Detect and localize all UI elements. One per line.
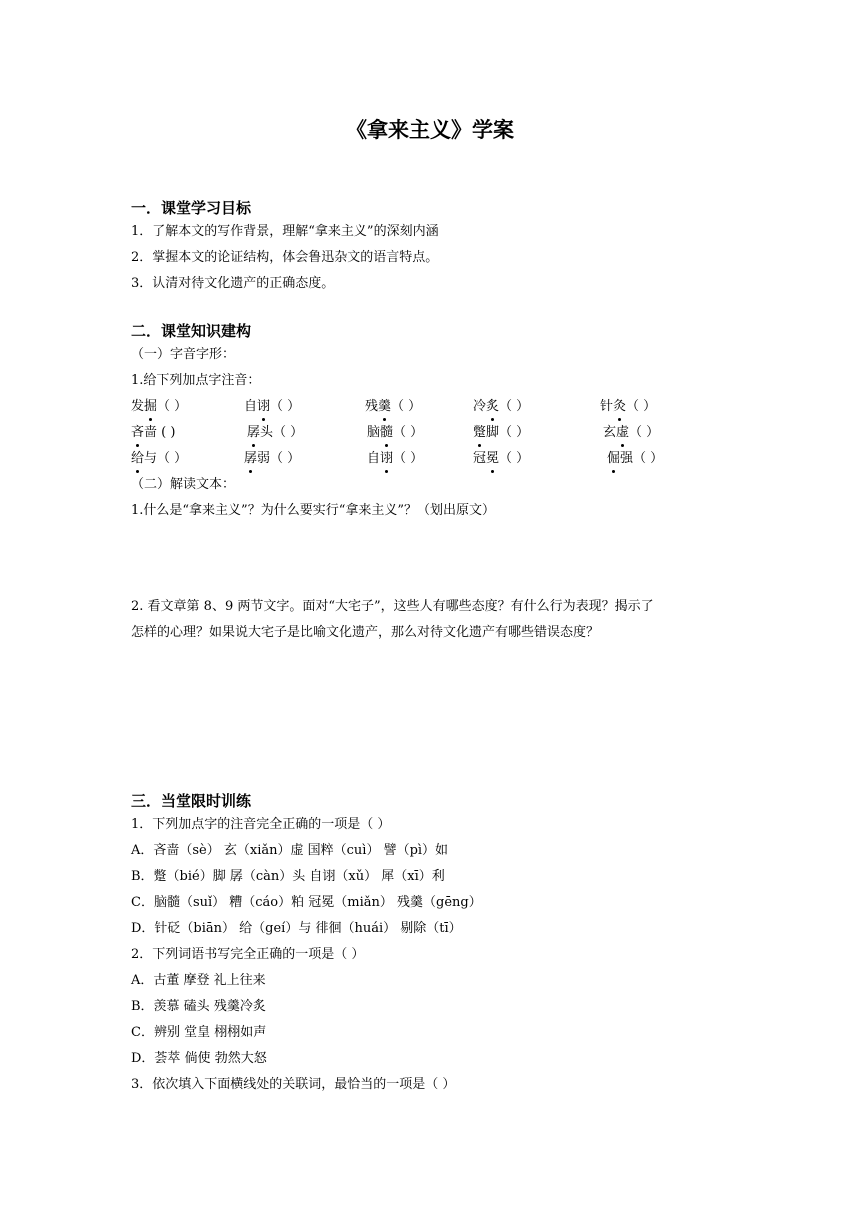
question-text: 1.什么是“拿来主义”？为什么要实行“拿来主义”？（划出原文）	[131, 503, 495, 518]
pinyin-item: 倔强（ ）	[607, 451, 664, 466]
pinyin-item: 脑髓（ ）	[367, 425, 424, 440]
exercise-line: B．羡慕 磕头 残羹冷炙	[131, 999, 266, 1014]
pinyin-item: 冷炙（ ）	[473, 399, 530, 414]
exercise-line: 3．依次填入下面横线处的关联词，最恰当的一项是（ ）	[131, 1077, 456, 1092]
exercise-line: C．脑髓（suǐ） 糟（cáo）粕 冠冕（miǎn） 残羹（gēng）	[131, 895, 482, 910]
pinyin-item: 蹩脚（ ）	[473, 425, 530, 440]
section-heading-objectives: 一．课堂学习目标	[131, 199, 252, 217]
document-title: 《拿来主义》学案	[346, 118, 514, 142]
objective-item: 1．了解本文的写作背景，理解“拿来主义”的深刻内涵	[131, 224, 439, 239]
subsection-pronunciation: （一）字音字形：	[131, 347, 236, 362]
pinyin-item: 自诩（ ）	[367, 451, 424, 466]
exercise-line: A．吝啬（sè） 玄（xiǎn）虚 国粹（cuì） 譬（pì）如	[131, 843, 449, 858]
pinyin-item: 发掘（ ）	[131, 399, 188, 414]
pinyin-item: 给与（ ）	[131, 451, 188, 466]
pinyin-item: 针灸（ ）	[600, 399, 657, 414]
pinyin-item: 孱头（ ）	[247, 425, 304, 440]
exercise-line: 2．下列词语书写完全正确的一项是（ ）	[131, 947, 365, 962]
pinyin-item: 吝啬 ( )	[131, 425, 176, 440]
section-heading-training: 三．当堂限时训练	[131, 792, 252, 810]
subsection-text-reading: （二）解读文本：	[131, 477, 236, 492]
exercise-line: C．辨别 堂皇 栩栩如声	[131, 1025, 267, 1040]
exercise-line: D．荟萃 倘使 勃然大怒	[131, 1051, 267, 1066]
question-pinyin: 1.给下列加点字注音：	[131, 373, 261, 388]
exercise-line: D．针砭（biān） 给（geí）与 徘徊（huái） 剔除（tī）	[131, 921, 462, 936]
question-text: 2. 看文章第 8、9 两节文字。面对“大宅子”，这些人有哪些态度？有什么行为表现？揭示了	[131, 599, 654, 614]
exercise-line: A．古董 摩登 礼上往来	[131, 973, 266, 988]
exercise-line: B．蹩（bié）脚 孱（càn）头 自诩（xǔ） 犀（xī）利	[131, 869, 445, 884]
question-text: 怎样的心理？如果说大宅子是比喻文化遗产，那么对待文化遗产有哪些错误态度？	[131, 625, 600, 640]
exercise-line: 1．下列加点字的注音完全正确的一项是（ ）	[131, 817, 391, 832]
pinyin-item: 残羹（ ）	[365, 399, 422, 414]
section-heading-knowledge: 二．课堂知识建构	[131, 322, 252, 340]
objective-item: 3．认清对待文化遗产的正确态度。	[131, 276, 335, 291]
pinyin-item: 孱弱（ ）	[244, 451, 301, 466]
pinyin-item: 自诩（ ）	[244, 399, 301, 414]
pinyin-item: 冠冕（ ）	[473, 451, 530, 466]
objective-item: 2．掌握本文的论证结构，体会鲁迅杂文的语言特点。	[131, 250, 439, 265]
pinyin-item: 玄虚（ ）	[603, 425, 660, 440]
